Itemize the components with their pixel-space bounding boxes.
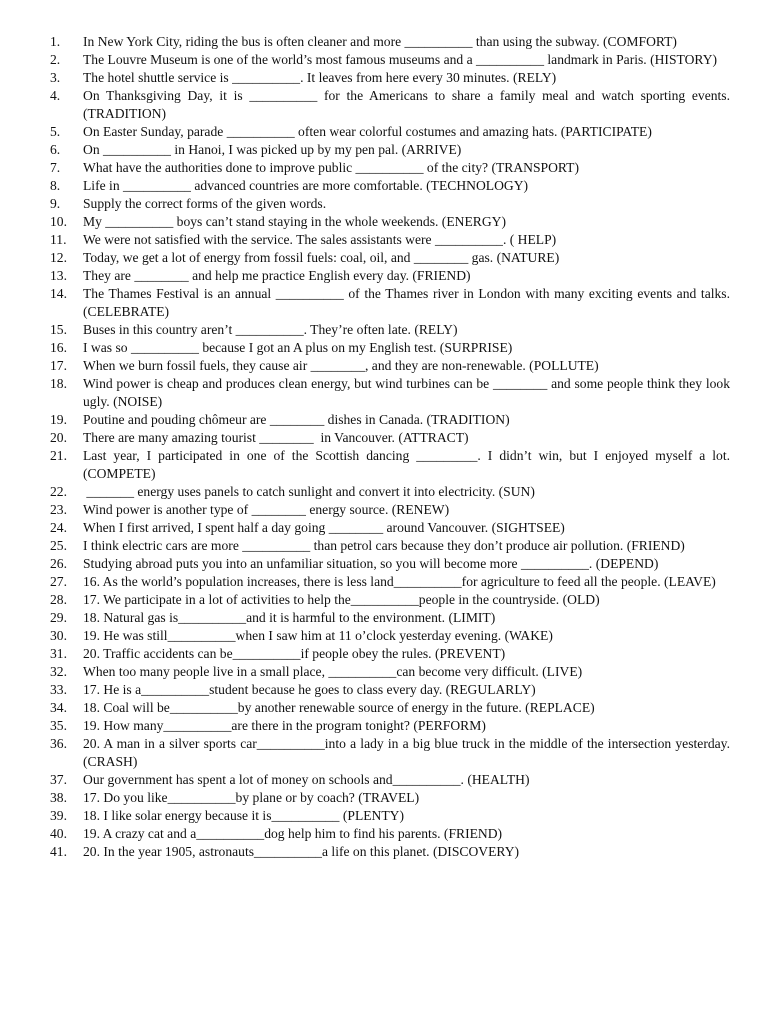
item-text: What have the authorities done to improve public __________ of the city? (TRANSPORT) [83, 160, 580, 175]
item-text: 19. He was still__________when I saw him at 11 o’clock yesterday evening. (WAKE) [83, 628, 553, 643]
item-text: When too many people live in a small place, __________can become very difficult. (LIVE) [83, 664, 583, 679]
item-text: 20. In the year 1905, astronauts__________a life on this planet. (DISCOVERY) [83, 844, 520, 859]
item-text: On __________ in Hanoi, I was picked up by my pen pal. (ARRIVE) [83, 142, 462, 157]
exercise-item [50, 447, 734, 483]
exercise-item [50, 591, 730, 609]
exercise-item [50, 789, 730, 807]
item-text: Supply the correct forms of the given words. [83, 196, 327, 211]
item-text: 18. Natural gas is__________and it is harmful to the environment. (LIMIT) [83, 610, 496, 625]
exercise-item [50, 681, 730, 699]
item-text: 17. We participate in a lot of activities to help the__________people in the countryside. (OLD) [83, 592, 600, 607]
exercise-item [50, 267, 730, 285]
item-number: 25. [50, 538, 67, 553]
exercise-item [50, 123, 730, 141]
exercise-item [50, 249, 730, 267]
item-text: On Thanksgiving Day, it is __________ for the Americans to share a family meal and watch sporting events. (TRADITION) [83, 88, 734, 121]
item-text: I was so __________ because I got an A plus on my English test. (SURPRISE) [83, 340, 513, 355]
item-number: 24. [50, 520, 67, 535]
exercise-item [50, 33, 730, 51]
item-number: 16. [50, 340, 67, 355]
item-text: My __________ boys can’t stand staying in the whole weekends. (ENERGY) [83, 214, 506, 229]
exercise-list [50, 33, 734, 861]
item-text: Life in __________ advanced countries are more comfortable. (TECHNOLOGY) [83, 178, 529, 193]
item-number: 37. [50, 772, 67, 787]
item-text: 20. A man in a silver sports car__________into a lady in a big blue truck in the middle of the intersection yesterday. (CRASH) [83, 736, 734, 769]
item-text: There are many amazing tourist ________ in Vancouver. (ATTRACT) [83, 430, 469, 445]
item-number: 5. [50, 124, 61, 139]
item-number: 9. [50, 196, 61, 211]
exercise-item [50, 429, 730, 447]
exercise-item [50, 645, 730, 663]
item-text: 18. Coal will be__________by another renewable source of energy in the future. (REPLACE) [83, 700, 595, 715]
exercise-item [50, 195, 730, 213]
item-text: We were not satisfied with the service. The sales assistants were __________. ( HELP) [83, 232, 557, 247]
item-number: 30. [50, 628, 67, 643]
item-text: 18. I like solar energy because it is__________ (PLENTY) [83, 808, 405, 823]
item-number: 31. [50, 646, 67, 661]
item-text: Today, we get a lot of energy from fossil fuels: coal, oil, and ________ gas. (NATURE) [83, 250, 560, 265]
exercise-item [50, 501, 730, 519]
item-text: Poutine and pouding chômeur are ________ dishes in Canada. (TRADITION) [83, 412, 510, 427]
item-number: 34. [50, 700, 67, 715]
item-number: 39. [50, 808, 67, 823]
item-text: The Thames Festival is an annual __________ of the Thames river in London with many exciting events and talks. (CELEBRATE) [83, 286, 734, 319]
item-number: 11. [50, 232, 67, 247]
item-number: 8. [50, 178, 61, 193]
item-number: 18. [50, 376, 67, 391]
item-text: I think electric cars are more __________ than petrol cars because they don’t produce air pollution. (FRIEND) [83, 538, 685, 553]
exercise-item [50, 807, 730, 825]
item-text: 17. Do you like__________by plane or by coach? (TRAVEL) [83, 790, 420, 805]
item-text: _______ energy uses panels to catch sunlight and convert it into electricity. (SUN) [83, 484, 535, 499]
exercise-item [50, 375, 734, 411]
item-number: 41. [50, 844, 67, 859]
exercise-item [50, 717, 730, 735]
exercise-item [50, 213, 730, 231]
item-number: 12. [50, 250, 67, 265]
item-number: 21. [50, 448, 67, 463]
item-number: 17. [50, 358, 67, 373]
exercise-item [50, 321, 730, 339]
item-number: 40. [50, 826, 67, 841]
exercise-item [50, 483, 730, 501]
exercise-item [50, 51, 730, 69]
item-text: Studying abroad puts you into an unfamiliar situation, so you will become more __________. (DEPEND) [83, 556, 659, 571]
item-text: Our government has spent a lot of money on schools and__________. (HEALTH) [83, 772, 530, 787]
item-number: 22. [50, 484, 67, 499]
item-number: 36. [50, 736, 67, 751]
exercise-item [50, 231, 730, 249]
item-number: 1. [50, 34, 61, 49]
item-number: 28. [50, 592, 67, 607]
exercise-item [50, 735, 734, 771]
item-number: 3. [50, 70, 61, 85]
item-text: They are ________ and help me practice English every day. (FRIEND) [83, 268, 471, 283]
exercise-item [50, 843, 730, 861]
item-number: 19. [50, 412, 67, 427]
item-number: 29. [50, 610, 67, 625]
item-text: Last year, I participated in one of the Scottish dancing _________. I didn’t win, but I enjoyed myself a lot. (COMPETE) [83, 448, 734, 481]
exercise-item [50, 519, 730, 537]
item-text: Wind power is cheap and produces clean energy, but wind turbines can be ________ and some people think they look ugly. (NOISE) [83, 376, 734, 409]
item-number: 4. [50, 88, 61, 103]
exercise-item [50, 825, 730, 843]
exercise-item [50, 411, 730, 429]
item-number: 2. [50, 52, 61, 67]
item-text: 17. He is a__________student because he goes to class every day. (REGULARLY) [83, 682, 536, 697]
exercise-item [50, 339, 730, 357]
exercise-item [50, 177, 730, 195]
item-text: When I first arrived, I spent half a day going ________ around Vancouver. (SIGHTSEE) [83, 520, 565, 535]
item-number: 15. [50, 322, 67, 337]
item-number: 14. [50, 286, 67, 301]
item-text: The Louvre Museum is one of the world’s most famous museums and a __________ landmark in Paris. (HISTORY) [83, 52, 718, 67]
exercise-item [50, 663, 730, 681]
item-number: 13. [50, 268, 67, 283]
exercise-item [50, 699, 730, 717]
item-number: 32. [50, 664, 67, 679]
exercise-item [50, 357, 730, 375]
item-text: When we burn fossil fuels, they cause air ________, and they are non-renewable. (POLLUTE) [83, 358, 599, 373]
item-number: 26. [50, 556, 67, 571]
exercise-item [50, 285, 734, 321]
item-number: 20. [50, 430, 67, 445]
item-number: 38. [50, 790, 67, 805]
item-text: 19. A crazy cat and a__________dog help him to find his parents. (FRIEND) [83, 826, 503, 841]
exercise-item [50, 69, 730, 87]
item-number: 35. [50, 718, 67, 733]
item-text: 20. Traffic accidents can be__________if people obey the rules. (PREVENT) [83, 646, 506, 661]
exercise-item [50, 627, 730, 645]
item-text: On Easter Sunday, parade __________ often wear colorful costumes and amazing hats. (PARTICIPATE) [83, 124, 652, 139]
exercise-item [50, 159, 730, 177]
item-number: 27. [50, 574, 67, 589]
item-text: 19. How many__________are there in the program tonight? (PERFORM) [83, 718, 486, 733]
item-number: 10. [50, 214, 67, 229]
item-number: 33. [50, 682, 67, 697]
item-number: 7. [50, 160, 61, 175]
item-number: 23. [50, 502, 67, 517]
item-text: The hotel shuttle service is __________. It leaves from here every 30 minutes. (RELY) [83, 70, 557, 85]
exercise-item [50, 537, 730, 555]
exercise-item [50, 609, 730, 627]
item-text: In New York City, riding the bus is often cleaner and more __________ than using the subway. (COMFORT) [83, 34, 677, 49]
exercise-item [50, 555, 730, 573]
item-text: Wind power is another type of ________ energy source. (RENEW) [83, 502, 450, 517]
item-text: Buses in this country aren’t __________. They’re often late. (RELY) [83, 322, 458, 337]
exercise-item [50, 771, 730, 789]
exercise-item [50, 87, 734, 123]
item-number: 6. [50, 142, 61, 157]
exercise-item [50, 141, 730, 159]
exercise-item [50, 573, 730, 591]
item-text: 16. As the world’s population increases, there is less land__________for agriculture to feed all the people. (LEAVE) [83, 574, 716, 589]
